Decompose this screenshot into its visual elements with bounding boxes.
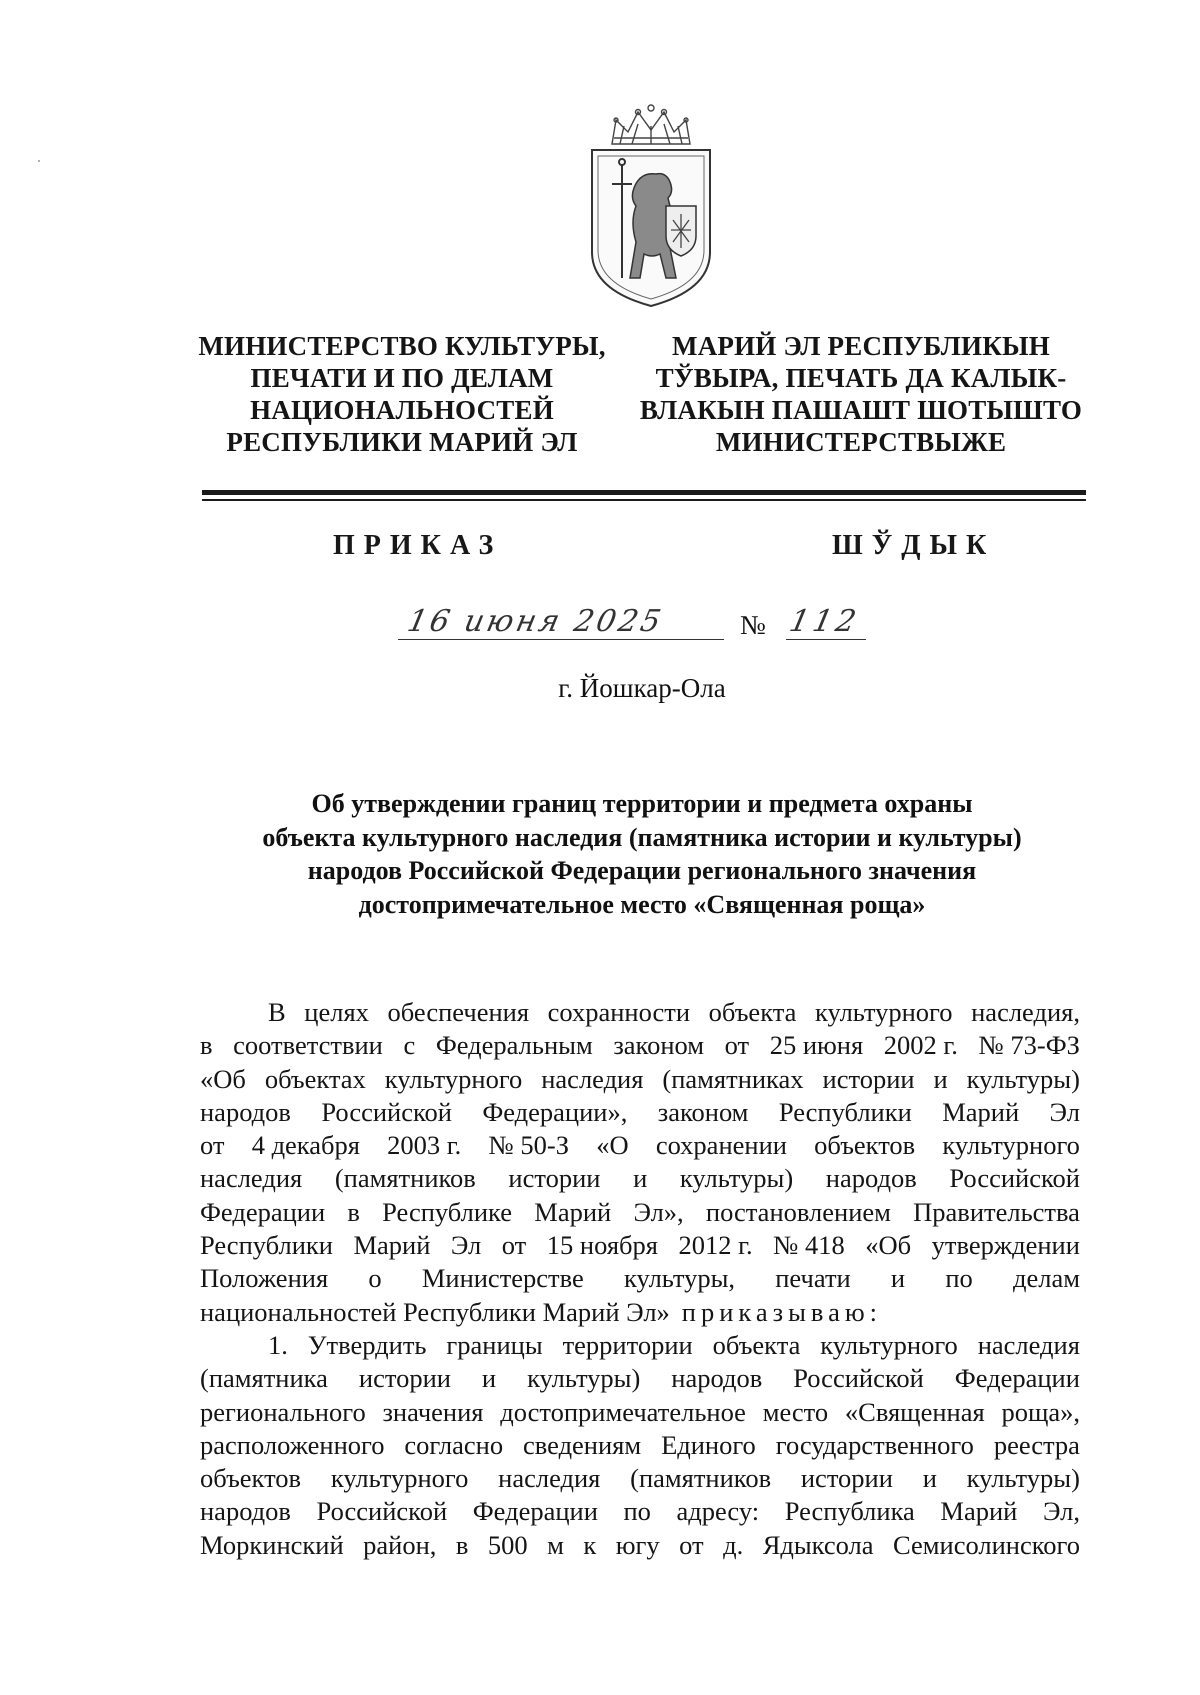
body-word: Марий [942, 1096, 1020, 1127]
body-word: народов [825, 1163, 917, 1194]
body-word: целях [304, 997, 369, 1027]
body-word: Положения [200, 1263, 329, 1294]
ministry-name-mari [636, 330, 1086, 458]
body-word: государственного [775, 1429, 974, 1460]
ministry-name-line: ПЕЧАТИ И ПО ДЕЛАМ [250, 363, 554, 393]
body-word: 500 [487, 1529, 528, 1560]
body-word: место [762, 1396, 829, 1427]
order-number-underline [786, 639, 866, 640]
header-divider-thin [202, 499, 1086, 501]
body-word: Эл [1049, 1096, 1080, 1127]
body-line [200, 1096, 1080, 1129]
body-word: Федерации [954, 1363, 1080, 1394]
body-word: В [268, 997, 286, 1027]
body-line [200, 1329, 1080, 1362]
order-number-sign: № [740, 610, 766, 640]
body-word: значения [382, 1396, 484, 1427]
ministry-name-line: МИНИСТЕРСТВО КУЛЬТУРЫ, [198, 331, 606, 361]
body-word: по [623, 1496, 651, 1527]
body-word: Единого [661, 1429, 756, 1460]
body-word: в [455, 1529, 469, 1560]
body-word: объектах [264, 1063, 366, 1094]
body-word: Федерации [472, 1496, 598, 1527]
body-word: Марий [940, 1496, 1018, 1527]
body-word: к [583, 1529, 597, 1560]
body-word: истории [508, 1163, 601, 1194]
body-word: (памятников [630, 1463, 772, 1494]
body-word: Эл [450, 1230, 482, 1261]
body-word: сведениям [523, 1429, 642, 1460]
body-word: Эл», [633, 1196, 684, 1227]
body-word: 1. [268, 1329, 288, 1360]
body-word: Правительства [913, 1196, 1080, 1227]
body-word: культуры) [966, 1063, 1080, 1094]
body-word: законом [613, 1030, 705, 1061]
body-word: д. [723, 1529, 744, 1560]
body-word: культурного [820, 1329, 958, 1360]
body-word: народов [200, 1096, 291, 1127]
body-line [200, 1462, 1080, 1495]
body-word: объектов [814, 1130, 916, 1161]
body-word: народов [671, 1363, 763, 1394]
body-word: приказываю: [681, 1296, 883, 1327]
body-word: объекта [712, 1329, 801, 1360]
body-word: истории [822, 1063, 915, 1094]
body-word: объекта [708, 997, 797, 1027]
body-line [200, 996, 1080, 1029]
body-word: район, [363, 1529, 437, 1560]
order-number-handwritten: 112 [786, 604, 863, 639]
body-word: утверждении [931, 1230, 1080, 1261]
body-word: и [922, 1463, 937, 1494]
title-line: Об утверждении границ территории и предмета охраны [311, 789, 973, 818]
body-word: 25 июня [769, 1030, 864, 1061]
body-word: достопримечательное [500, 1396, 746, 1427]
body-word: с [403, 1030, 416, 1061]
body-word: № 418 [773, 1230, 845, 1261]
body-word: (памятника [200, 1363, 328, 1394]
body-line [200, 1529, 1080, 1562]
body-word: Республики [778, 1096, 912, 1127]
body-line [200, 1262, 1080, 1295]
body-word: в [347, 1196, 360, 1227]
body-word: наследия [200, 1163, 303, 1194]
body-word: «Священная [844, 1396, 985, 1427]
body-word: расположенного [200, 1429, 385, 1460]
body-line [200, 1229, 1080, 1262]
body-word: законом [657, 1096, 749, 1127]
body-line [200, 1296, 1080, 1329]
ministry-name-line: МАРИЙ ЭЛ РЕСПУБЛИКЫН [672, 331, 1050, 361]
body-line [200, 1196, 1080, 1229]
body-word: 2012 г. [678, 1230, 753, 1261]
order-subject-title [190, 787, 1094, 921]
coat-of-arms-emblem [580, 102, 722, 312]
order-title-mari: ШЎДЫК [832, 530, 996, 561]
body-word: и [890, 1263, 906, 1294]
body-word: Федерации», [482, 1096, 628, 1127]
body-word: народов [200, 1496, 291, 1527]
ministry-name-line: МИНИСТЕРСТВЫЖЕ [715, 427, 1007, 457]
ministry-name-russian [182, 330, 622, 458]
body-word: постановлением [705, 1196, 891, 1227]
body-word: культуры) [679, 1163, 794, 1194]
body-word: Российской [949, 1163, 1080, 1194]
body-word: согласно [404, 1429, 504, 1460]
body-line [200, 1396, 1080, 1429]
body-word: сохранении [655, 1130, 787, 1161]
body-line [200, 1362, 1080, 1395]
body-word: «О [596, 1130, 629, 1161]
body-word: и [633, 1163, 648, 1194]
body-word: 2003 г. [387, 1130, 462, 1161]
body-word: сохранности [547, 997, 691, 1027]
body-word: (памятников [334, 1163, 476, 1194]
body-word: территории [562, 1329, 693, 1360]
body-word: Министерстве [421, 1263, 584, 1294]
body-word: истории [800, 1463, 893, 1494]
body-line [200, 1162, 1080, 1195]
body-word: от [200, 1130, 225, 1161]
body-word: культуры, [623, 1263, 736, 1294]
body-word: наследия [498, 1463, 601, 1494]
body-word: соответствии [233, 1030, 383, 1061]
title-line: достопримечательное место «Священная роща» [358, 889, 926, 919]
body-word: Российской [793, 1363, 924, 1394]
body-word: от [724, 1030, 750, 1061]
ministry-name-line: ВЛАКЫН ПАШАШТ ШОТЫШТО [639, 395, 1083, 425]
body-word: Утвердить [307, 1329, 427, 1360]
scan-speck [38, 160, 40, 162]
body-word: культуры) [527, 1363, 641, 1394]
body-word: от [501, 1230, 527, 1261]
body-word: истории [358, 1363, 451, 1394]
title-line: народов Российской Федерации регионального значения [307, 856, 977, 885]
body-word: в [200, 1030, 213, 1061]
body-line [200, 1429, 1080, 1462]
body-word: Эл, [1042, 1496, 1080, 1527]
body-word: регионального [200, 1396, 366, 1427]
body-word: Республике [382, 1196, 513, 1227]
body-word: о [368, 1263, 382, 1294]
body-word: (памятниках [662, 1063, 804, 1094]
body-word: от [679, 1529, 704, 1560]
body-word: объектов [200, 1463, 302, 1494]
body-word: и [481, 1363, 497, 1394]
title-line: объекта культурного наследия (памятника истории и культуры) [262, 822, 1022, 852]
order-body-text [200, 996, 1080, 1562]
body-word: делам [1012, 1263, 1080, 1294]
body-word: Федерации [200, 1196, 326, 1227]
body-word: и [933, 1063, 948, 1094]
body-word: культурного [384, 1063, 523, 1094]
body-word: наследия [541, 1063, 644, 1094]
ministry-name-line: ТЎВЫРА, ПЕЧАТЬ ДА КАЛЫК- [655, 363, 1067, 393]
body-word: Ядыксола [762, 1529, 874, 1560]
body-word: обеспечения [387, 997, 530, 1027]
body-word: наследия [977, 1329, 1080, 1360]
order-date-handwritten: 16 июня 2025 [404, 604, 667, 639]
body-word: реестра [993, 1429, 1080, 1460]
body-line [200, 1029, 1080, 1062]
body-word: Федеральным [435, 1030, 593, 1061]
body-word: «Об [865, 1230, 912, 1261]
body-line [200, 1129, 1080, 1162]
body-line [200, 1495, 1080, 1528]
body-word: Республики [200, 1230, 333, 1261]
body-word: № 73-ФЗ [978, 1030, 1080, 1061]
body-word: Марий [353, 1230, 431, 1261]
body-word: наследия, [971, 997, 1080, 1027]
body-word: № 50-З [488, 1130, 570, 1161]
body-word: Семисолинского [893, 1529, 1080, 1560]
order-date-underline [398, 639, 724, 640]
order-title-russian: ПРИКАЗ [333, 530, 503, 561]
body-word: Моркинский [200, 1529, 344, 1560]
body-word: границы [446, 1329, 543, 1360]
body-word: Республика [784, 1496, 915, 1527]
body-word: по [945, 1263, 973, 1294]
body-word: «Об [200, 1063, 246, 1094]
body-word: национальностей Республики Марий Эл» [200, 1296, 670, 1327]
body-word: 4 декабря [251, 1130, 360, 1161]
header-divider-thick [202, 490, 1086, 495]
body-word: роща», [1001, 1396, 1080, 1427]
body-word: югу [615, 1529, 660, 1560]
body-word: м [547, 1529, 564, 1560]
body-word: Российской [321, 1096, 452, 1127]
body-word: культурного [815, 997, 953, 1027]
body-word: 2002 г. [883, 1030, 958, 1061]
body-word: печати [775, 1263, 851, 1294]
body-word: Марий [534, 1196, 612, 1227]
body-word: культурного [330, 1463, 469, 1494]
body-word: культурного [942, 1130, 1080, 1161]
body-word: адресу: [676, 1496, 760, 1527]
body-word: культуры) [966, 1463, 1080, 1494]
body-word: Российской [316, 1496, 448, 1527]
body-word: 15 ноября [546, 1230, 658, 1261]
body-line [200, 1063, 1080, 1096]
order-city: г. Йошкар-Ола [558, 673, 726, 703]
ministry-name-line: РЕСПУБЛИКИ МАРИЙ ЭЛ [226, 427, 578, 457]
ministry-name-line: НАЦИОНАЛЬНОСТЕЙ [250, 395, 554, 425]
